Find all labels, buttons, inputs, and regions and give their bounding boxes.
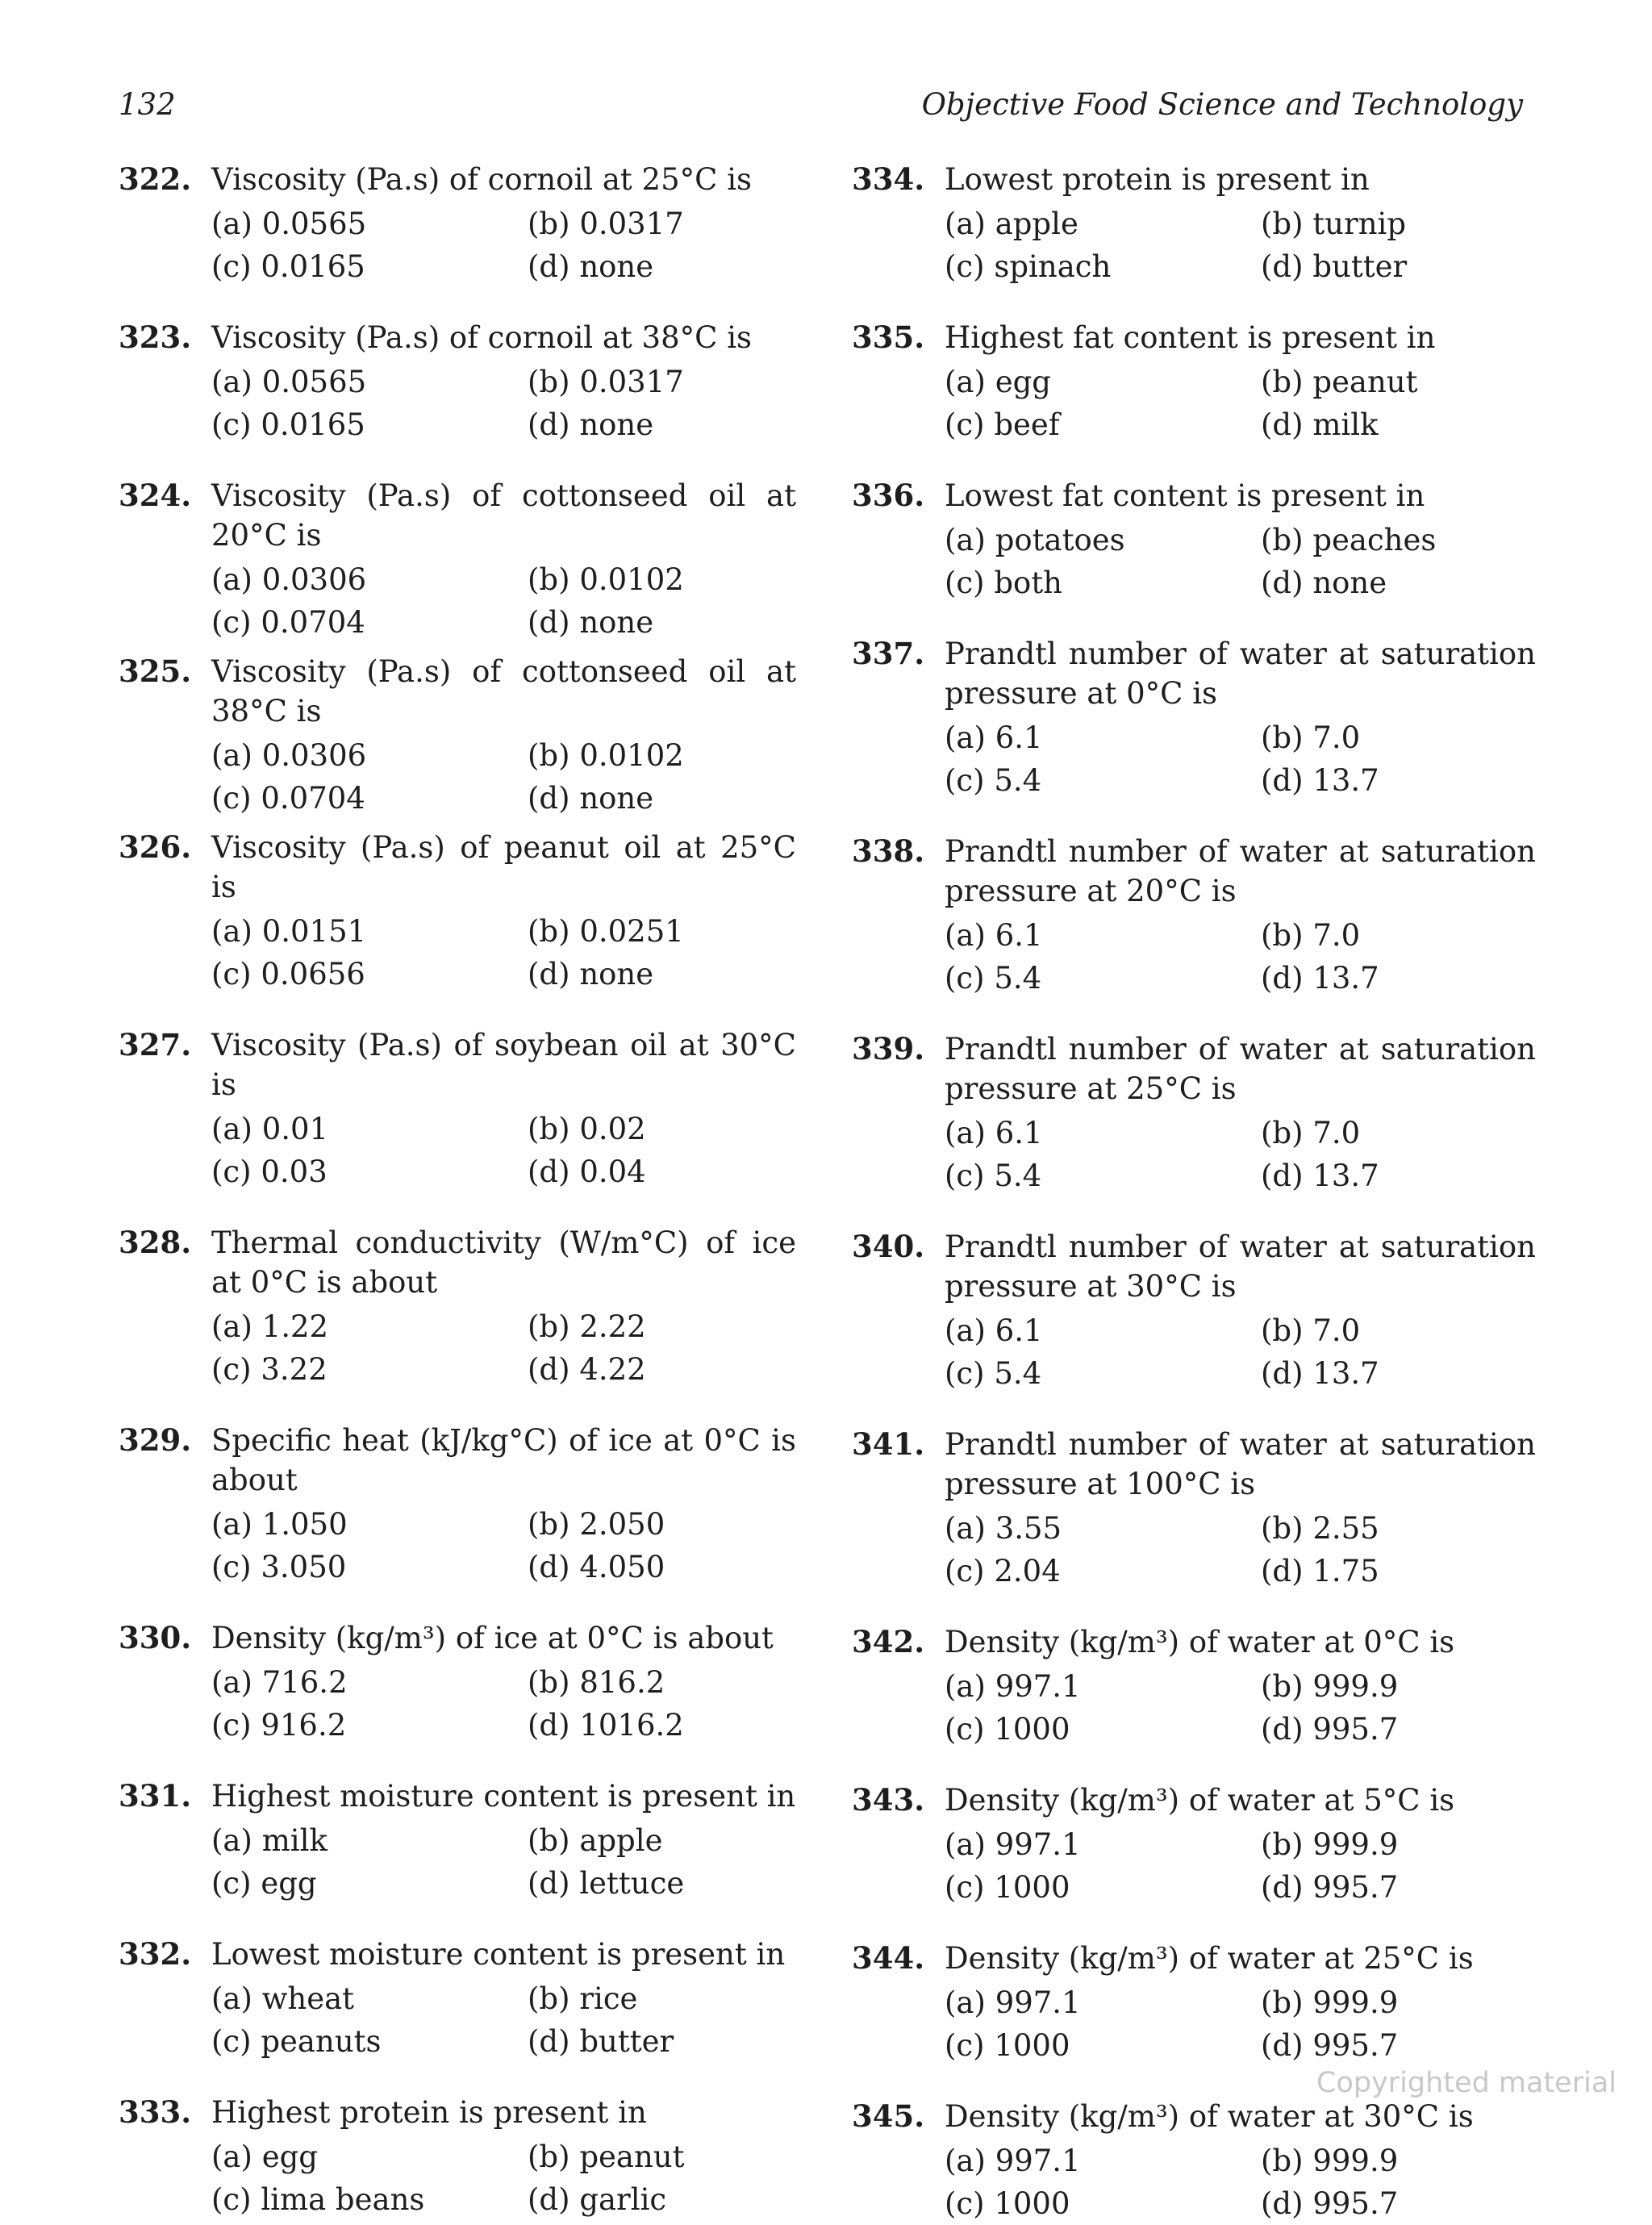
answer-option: (c) 1000 — [945, 1870, 1070, 1905]
answer-option: (a) wheat — [211, 1981, 355, 2016]
answer-option: (d) 4.22 — [528, 1352, 646, 1387]
answer-options — [945, 1309, 1536, 1395]
question-number: 342. — [852, 1624, 925, 1659]
answer-option: (d) 13.7 — [1261, 763, 1379, 798]
page-number: 132 — [119, 87, 176, 122]
answer-options — [945, 2139, 1536, 2225]
answer-options — [211, 910, 796, 996]
answer-option: (a) 1.22 — [211, 1309, 329, 1344]
answer-option: (b) 7.0 — [1261, 1116, 1361, 1150]
answer-options — [945, 1665, 1536, 1751]
question-item — [119, 2093, 796, 2221]
answer-option: (a) 0.0565 — [211, 207, 367, 241]
question-item — [852, 476, 1536, 604]
answer-option: (b) apple — [528, 1823, 663, 1858]
answer-option: (a) 1.050 — [211, 1507, 348, 1542]
answer-option: (b) rice — [528, 1981, 638, 2016]
question-text: Prandtl number of water at saturation pressure at 100°C is — [945, 1427, 1536, 1501]
question-text: Prandtl number of water at saturation pressure at 0°C is — [945, 637, 1536, 711]
answer-options — [211, 1819, 796, 1905]
question-text: Prandtl number of water at saturation pressure at 25°C is — [945, 1032, 1536, 1106]
question-text: Highest protein is present in — [211, 2095, 647, 2130]
answer-option: (d) butter — [1261, 249, 1408, 284]
answer-option: (a) 3.55 — [945, 1511, 1062, 1546]
question-text: Viscosity (Pa.s) of cornoil at 38°C is — [211, 320, 753, 355]
answer-option: (b) 2.22 — [528, 1309, 646, 1344]
answer-option: (d) 13.7 — [1261, 1356, 1379, 1391]
question-item — [119, 1618, 796, 1747]
answer-options — [945, 1112, 1536, 1197]
question-item — [119, 652, 796, 820]
question-item — [852, 634, 1536, 802]
answer-option: (d) 1.75 — [1261, 1554, 1379, 1588]
answer-option: (b) 999.9 — [1261, 1669, 1399, 1704]
answer-option: (b) 0.0317 — [528, 365, 684, 399]
answer-option: (c) 0.0704 — [211, 605, 365, 640]
answer-option: (d) butter — [528, 2024, 674, 2059]
answer-option: (a) 997.1 — [945, 1827, 1081, 1862]
answer-option: (d) 995.7 — [1261, 1870, 1399, 1905]
answer-option: (c) lima beans — [211, 2182, 425, 2217]
answer-option: (b) 999.9 — [1261, 2144, 1399, 2178]
answer-option: (a) 0.0151 — [211, 914, 367, 949]
right-question-column — [852, 160, 1536, 2225]
question-item — [852, 2097, 1536, 2225]
answer-options — [945, 202, 1536, 288]
answer-option: (d) none — [528, 605, 654, 640]
answer-option: (a) 0.0306 — [211, 738, 367, 773]
answer-option: (a) 6.1 — [945, 1116, 1043, 1150]
answer-option: (c) 5.4 — [945, 763, 1042, 798]
answer-option: (a) egg — [945, 365, 1051, 399]
question-text: Lowest moisture content is present in — [211, 1937, 786, 1972]
answer-option: (d) 995.7 — [1261, 2186, 1399, 2221]
answer-option: (d) milk — [1261, 407, 1379, 442]
answer-options — [945, 716, 1536, 802]
answer-option: (c) 5.4 — [945, 1158, 1042, 1193]
question-item — [852, 1227, 1536, 1395]
question-text: Prandtl number of water at saturation pressure at 20°C is — [945, 834, 1536, 908]
answer-option: (c) 5.4 — [945, 1356, 1042, 1391]
question-number: 334. — [852, 161, 925, 197]
answer-option: (a) egg — [211, 2139, 318, 2174]
question-number: 325. — [119, 653, 192, 689]
answer-option: (b) 0.02 — [528, 1112, 646, 1146]
answer-option: (d) none — [528, 957, 654, 991]
question-item — [119, 1776, 796, 1905]
question-number: 332. — [119, 1936, 192, 1972]
question-item — [852, 1425, 1536, 1593]
question-text: Density (kg/m³) of water at 0°C is — [945, 1625, 1455, 1659]
question-item — [852, 1029, 1536, 1197]
answer-option: (c) both — [945, 566, 1063, 600]
question-item — [119, 1025, 796, 1193]
question-number: 324. — [119, 478, 192, 513]
question-item — [119, 318, 796, 446]
question-item — [119, 160, 796, 288]
question-number: 331. — [119, 1778, 192, 1814]
answer-option: (d) 13.7 — [1261, 961, 1379, 996]
question-text: Highest moisture content is present in — [211, 1779, 796, 1814]
answer-option: (b) turnip — [1261, 207, 1407, 241]
answer-option: (b) 7.0 — [1261, 720, 1361, 755]
answer-option: (b) 999.9 — [1261, 1827, 1399, 1862]
answer-option: (b) peanut — [1261, 365, 1418, 399]
question-number: 344. — [852, 1940, 925, 1976]
answer-option: (c) 3.050 — [211, 1550, 347, 1584]
question-text: Viscosity (Pa.s) of peanut oil at 25°C is — [211, 830, 796, 904]
answer-options — [211, 734, 796, 820]
question-item — [119, 1935, 796, 2063]
answer-options — [211, 558, 796, 644]
answer-option: (c) 0.0656 — [211, 957, 365, 991]
answer-option: (d) 0.04 — [528, 1154, 646, 1189]
question-number: 330. — [119, 1620, 192, 1655]
question-number: 339. — [852, 1031, 925, 1067]
question-number: 343. — [852, 1782, 925, 1818]
answer-option: (c) 0.0165 — [211, 407, 365, 442]
answer-option: (c) egg — [211, 1866, 317, 1901]
answer-option: (c) 0.0704 — [211, 781, 365, 816]
answer-option: (b) 0.0102 — [528, 738, 684, 773]
question-text: Viscosity (Pa.s) of cottonseed oil at 38°C is — [211, 654, 796, 728]
answer-options — [945, 361, 1536, 446]
question-item — [119, 1223, 796, 1391]
question-item — [852, 318, 1536, 446]
question-text: Density (kg/m³) of ice at 0°C is about — [211, 1621, 774, 1655]
question-number: 329. — [119, 1422, 192, 1458]
answer-option: (c) 1000 — [945, 2186, 1070, 2221]
question-number: 322. — [119, 161, 192, 197]
answer-option: (d) garlic — [528, 2182, 667, 2217]
answer-options — [211, 2135, 796, 2221]
running-header-title: Objective Food Science and Technology — [921, 87, 1523, 122]
answer-options — [211, 1977, 796, 2063]
question-item — [119, 828, 796, 996]
question-number: 328. — [119, 1225, 192, 1260]
question-number: 333. — [119, 2094, 192, 2130]
answer-options — [945, 1981, 1536, 2067]
answer-options — [211, 1503, 796, 1588]
answer-option: (c) spinach — [945, 249, 1112, 284]
question-number: 335. — [852, 319, 925, 355]
copyright-watermark: Copyrighted material — [1316, 2067, 1617, 2099]
question-number: 338. — [852, 833, 925, 869]
question-text: Density (kg/m³) of water at 25°C is — [945, 1941, 1474, 1976]
question-item — [119, 1421, 796, 1588]
answer-option: (a) 6.1 — [945, 918, 1043, 953]
question-text: Density (kg/m³) of water at 30°C is — [945, 2099, 1474, 2134]
answer-option: (b) 999.9 — [1261, 1985, 1399, 2020]
question-item — [852, 160, 1536, 288]
answer-option: (a) 997.1 — [945, 1669, 1081, 1704]
answer-option: (a) milk — [211, 1823, 327, 1858]
answer-option: (a) 0.0306 — [211, 562, 367, 597]
question-item — [119, 476, 796, 644]
question-text: Viscosity (Pa.s) of cottonseed oil at 20°C is — [211, 478, 796, 553]
question-number: 345. — [852, 2098, 925, 2134]
question-text: Highest fat content is present in — [945, 320, 1436, 355]
answer-option: (c) 1000 — [945, 2028, 1070, 2063]
answer-option: (d) none — [1261, 566, 1387, 600]
question-text: Lowest fat content is present in — [945, 478, 1425, 513]
answer-option: (b) 0.0102 — [528, 562, 684, 597]
answer-option: (b) 816.2 — [528, 1665, 665, 1700]
answer-option: (d) 1016.2 — [528, 1708, 684, 1743]
answer-option: (d) none — [528, 407, 654, 442]
question-item — [852, 1780, 1536, 1909]
answer-option: (b) peaches — [1261, 523, 1437, 557]
answer-option: (b) 2.050 — [528, 1507, 665, 1542]
question-number: 327. — [119, 1027, 192, 1062]
answer-options — [945, 1823, 1536, 1909]
question-text: Thermal conductivity (W/m°C) of ice at 0°C is about — [211, 1225, 796, 1300]
answer-option: (b) 2.55 — [1261, 1511, 1379, 1546]
left-question-column — [119, 160, 796, 2221]
answer-option: (a) 997.1 — [945, 1985, 1081, 2020]
answer-options — [211, 361, 796, 446]
answer-option: (c) 0.0165 — [211, 249, 365, 284]
answer-options — [211, 1661, 796, 1747]
answer-option: (d) 13.7 — [1261, 1158, 1379, 1193]
answer-option: (d) 4.050 — [528, 1550, 665, 1584]
answer-option: (b) 0.0251 — [528, 914, 684, 949]
answer-option: (a) apple — [945, 207, 1078, 241]
question-item — [852, 1939, 1536, 2067]
question-text: Density (kg/m³) of water at 5°C is — [945, 1783, 1455, 1818]
answer-option: (b) 7.0 — [1261, 918, 1361, 953]
question-text: Viscosity (Pa.s) of soybean oil at 30°C is — [211, 1028, 796, 1102]
answer-option: (c) 3.22 — [211, 1352, 327, 1387]
answer-option: (c) peanuts — [211, 2024, 382, 2059]
answer-option: (a) 716.2 — [211, 1665, 348, 1700]
question-number: 323. — [119, 319, 192, 355]
answer-option: (b) 7.0 — [1261, 1313, 1361, 1348]
answer-option: (a) 997.1 — [945, 2144, 1081, 2178]
answer-option: (d) lettuce — [528, 1866, 685, 1901]
question-number: 340. — [852, 1229, 925, 1264]
answer-option: (c) 916.2 — [211, 1708, 347, 1743]
answer-option: (a) 6.1 — [945, 1313, 1043, 1348]
answer-option: (c) 2.04 — [945, 1554, 1061, 1588]
answer-option: (a) 0.01 — [211, 1112, 329, 1146]
question-text: Viscosity (Pa.s) of cornoil at 25°C is — [211, 162, 753, 197]
question-item — [852, 832, 1536, 1000]
answer-option: (a) potatoes — [945, 523, 1125, 557]
answer-option: (b) 0.0317 — [528, 207, 684, 241]
question-number: 341. — [852, 1426, 925, 1462]
answer-option: (a) 6.1 — [945, 720, 1043, 755]
answer-option: (d) 995.7 — [1261, 2028, 1399, 2063]
question-number: 337. — [852, 636, 925, 671]
answer-option: (c) 5.4 — [945, 961, 1042, 996]
answer-option: (c) beef — [945, 407, 1060, 442]
answer-options — [211, 1108, 796, 1193]
answer-options — [945, 519, 1536, 604]
answer-option: (d) none — [528, 249, 654, 284]
question-number: 336. — [852, 478, 925, 513]
answer-option: (a) 0.0565 — [211, 365, 367, 399]
answer-option: (c) 0.03 — [211, 1154, 327, 1189]
question-item — [852, 1622, 1536, 1751]
answer-option: (b) peanut — [528, 2139, 685, 2174]
answer-option: (c) 1000 — [945, 1712, 1070, 1747]
answer-options — [211, 202, 796, 288]
answer-options — [945, 1507, 1536, 1593]
answer-option: (d) 995.7 — [1261, 1712, 1399, 1747]
question-text: Specific heat (kJ/kg°C) of ice at 0°C is about — [211, 1423, 796, 1497]
answer-options — [211, 1305, 796, 1391]
question-text: Prandtl number of water at saturation pressure at 30°C is — [945, 1229, 1536, 1304]
answer-options — [945, 914, 1536, 1000]
answer-option: (d) none — [528, 781, 654, 816]
question-number: 326. — [119, 829, 192, 865]
question-text: Lowest protein is present in — [945, 162, 1370, 197]
